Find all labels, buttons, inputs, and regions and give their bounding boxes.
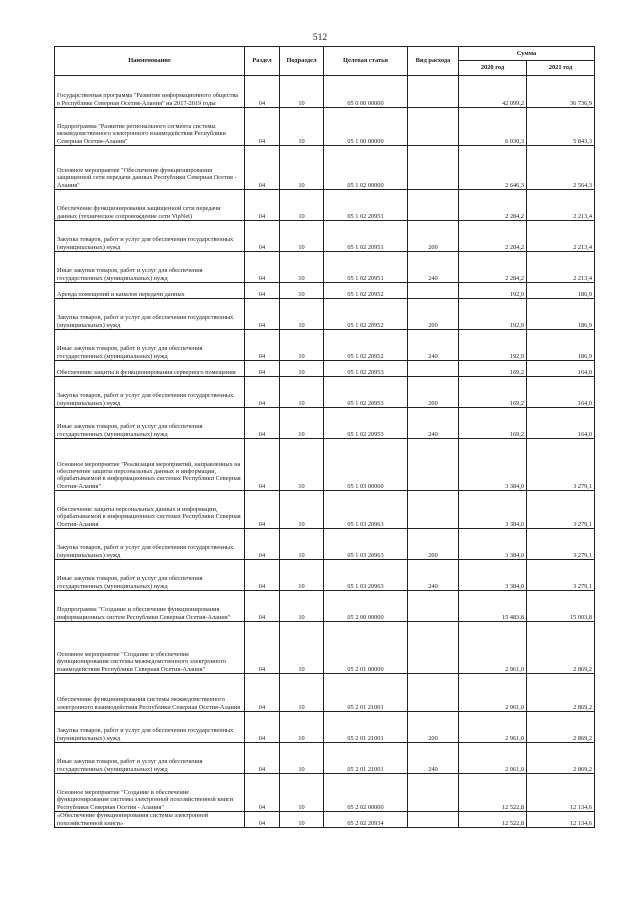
row-section: 04: [245, 361, 280, 377]
table-row: [55, 146, 595, 190]
row-section: 04: [245, 146, 280, 190]
row-amount-2020: 3 384,0: [459, 529, 527, 560]
row-subsection: 10: [280, 560, 324, 591]
row-expense-type: [408, 774, 459, 812]
row-amount-2021: 3 279,1: [527, 560, 595, 591]
row-target-item: 05 0 00 00000: [324, 76, 408, 108]
budget-table: [54, 46, 595, 828]
row-section: 04: [245, 439, 280, 491]
row-section: 04: [245, 591, 280, 622]
row-expense-type: [408, 674, 459, 712]
row-expense-type: 240: [408, 743, 459, 774]
row-amount-2020: 12 522,8: [459, 812, 527, 828]
row-amount-2020: 2 961,0: [459, 622, 527, 674]
row-name: Обеспечение защиты и функционирования серверного помещения: [55, 361, 245, 377]
row-name: Иные закупки товаров, работ и услуг для обеспечения государственных (муниципальных) нужд: [55, 560, 245, 591]
row-amount-2020: 12 522,8: [459, 774, 527, 812]
row-subsection: 10: [280, 76, 324, 108]
row-amount-2021: 36 736,9: [527, 76, 595, 108]
row-section: 04: [245, 252, 280, 283]
row-subsection: 10: [280, 439, 324, 491]
row-subsection: 10: [280, 252, 324, 283]
row-name: Обеспечение функционирования системы межведомственного электронного взаимодействия Республики Северная Осетия-Алания: [55, 674, 245, 712]
table-row: [55, 190, 595, 221]
row-name: Основное мероприятие "Реализация мероприятий, направленных на обеспечение защиты персональных данных и информации, обрабатываемой в информационных системах Республики Северная Осетия-Алания": [55, 439, 245, 491]
table-row: [55, 774, 595, 812]
row-amount-2020: 3 384,0: [459, 560, 527, 591]
table-row: [55, 674, 595, 712]
header-expense-type: Вид расхода: [408, 47, 459, 76]
row-subsection: 10: [280, 299, 324, 330]
row-target-item: 05 1 02 20953: [324, 408, 408, 439]
row-subsection: 10: [280, 529, 324, 560]
row-amount-2021: 186,9: [527, 283, 595, 299]
table-row: [55, 560, 595, 591]
row-name: Основное мероприятие "Создание и обеспечение функционирования системы электронной похозяйственной книги Республики Северная Осетия - Алания": [55, 774, 245, 812]
table-row: [55, 221, 595, 252]
row-amount-2021: 2 213,4: [527, 252, 595, 283]
row-name: Подпрограмма "Создание и обеспечение функционирования информационных систем Республики Северная Осетия-Алания": [55, 591, 245, 622]
row-section: 04: [245, 377, 280, 408]
row-amount-2020: 192,9: [459, 283, 527, 299]
row-expense-type: [408, 439, 459, 491]
table-row: [55, 529, 595, 560]
row-name: Основное мероприятие "Обеспечение функционирования защищенной сети передачи данных Республики Северная Осетия - Алания": [55, 146, 245, 190]
row-subsection: 10: [280, 330, 324, 361]
row-subsection: 10: [280, 146, 324, 190]
row-section: 04: [245, 491, 280, 529]
row-expense-type: [408, 812, 459, 828]
header-year-2021: 2021 год: [527, 61, 595, 76]
header-subsection: Подраздел: [280, 47, 324, 76]
row-amount-2020: 2 961,0: [459, 712, 527, 743]
row-subsection: 10: [280, 674, 324, 712]
row-target-item: 05 1 02 20952: [324, 299, 408, 330]
row-name: Иные закупки товаров, работ и услуг для обеспечения государственных (муниципальных) нужд: [55, 408, 245, 439]
table-row: [55, 108, 595, 146]
table-row: [55, 299, 595, 330]
row-amount-2021: 15 003,8: [527, 591, 595, 622]
row-amount-2020: 2 284,2: [459, 252, 527, 283]
row-target-item: 05 2 00 00000: [324, 591, 408, 622]
row-amount-2020: 2 961,0: [459, 743, 527, 774]
row-target-item: 05 1 02 20952: [324, 330, 408, 361]
table-row: [55, 439, 595, 491]
row-amount-2020: 42 099,2: [459, 76, 527, 108]
row-amount-2021: 12 134,6: [527, 774, 595, 812]
row-amount-2021: 5 843,3: [527, 108, 595, 146]
row-section: 04: [245, 560, 280, 591]
row-target-item: 05 1 02 00000: [324, 146, 408, 190]
row-name: Основное мероприятие "Создание и обеспечение функционирования системы межведомственного электронного взаимодействия Республики Северная Осетия-Алания": [55, 622, 245, 674]
row-subsection: 10: [280, 774, 324, 812]
row-expense-type: [408, 361, 459, 377]
row-target-item: 05 1 03 20963: [324, 529, 408, 560]
row-section: 04: [245, 408, 280, 439]
table-row: [55, 491, 595, 529]
row-target-item: 05 1 02 20951: [324, 221, 408, 252]
row-expense-type: 240: [408, 252, 459, 283]
row-amount-2020: 192,9: [459, 299, 527, 330]
row-name: Обеспечение защиты персональных данных и информации, обрабатываемой в информационных системах Республики Северная Осетия-Алания: [55, 491, 245, 529]
row-subsection: 10: [280, 190, 324, 221]
row-section: 04: [245, 812, 280, 828]
header-target-item: Целевая статья: [324, 47, 408, 76]
row-amount-2021: 12 134,6: [527, 812, 595, 828]
row-amount-2021: 3 279,1: [527, 529, 595, 560]
row-section: 04: [245, 330, 280, 361]
table-row: [55, 377, 595, 408]
row-expense-type: [408, 491, 459, 529]
row-name: Закупка товаров, работ и услуг для обеспечения государственных (муниципальных) нужд: [55, 529, 245, 560]
row-section: 04: [245, 529, 280, 560]
row-expense-type: [408, 622, 459, 674]
row-section: 04: [245, 190, 280, 221]
row-expense-type: 240: [408, 408, 459, 439]
row-subsection: 10: [280, 283, 324, 299]
row-subsection: 10: [280, 108, 324, 146]
row-subsection: 10: [280, 377, 324, 408]
row-name: Закупка товаров, работ и услуг для обеспечения государственных (муниципальных) нужд: [55, 299, 245, 330]
row-section: 04: [245, 283, 280, 299]
row-section: 04: [245, 712, 280, 743]
row-section: 04: [245, 299, 280, 330]
table-body: [55, 76, 595, 828]
row-amount-2021: 2 869,2: [527, 622, 595, 674]
row-amount-2020: 2 646,3: [459, 146, 527, 190]
row-amount-2020: 2 284,2: [459, 190, 527, 221]
row-expense-type: 200: [408, 221, 459, 252]
row-expense-type: [408, 591, 459, 622]
row-amount-2020: 169,2: [459, 377, 527, 408]
row-expense-type: [408, 283, 459, 299]
row-expense-type: [408, 190, 459, 221]
row-amount-2020: 2 961,0: [459, 674, 527, 712]
row-subsection: 10: [280, 361, 324, 377]
table-row: [55, 622, 595, 674]
table-row: [55, 591, 595, 622]
row-section: 04: [245, 221, 280, 252]
row-amount-2021: 2 564,3: [527, 146, 595, 190]
row-target-item: 05 2 01 21001: [324, 712, 408, 743]
row-expense-type: [408, 146, 459, 190]
row-target-item: 05 1 02 20951: [324, 252, 408, 283]
row-subsection: 10: [280, 622, 324, 674]
row-amount-2020: 3 384,0: [459, 491, 527, 529]
row-amount-2021: 2 213,4: [527, 190, 595, 221]
row-amount-2021: 186,9: [527, 299, 595, 330]
table-row: [55, 812, 595, 828]
row-subsection: 10: [280, 408, 324, 439]
row-name: Аренда помещений и каналов передачи данных: [55, 283, 245, 299]
row-target-item: 05 1 03 00000: [324, 439, 408, 491]
header-amount: Сумма: [459, 47, 595, 61]
row-target-item: 05 1 02 20952: [324, 283, 408, 299]
row-amount-2020: 192,9: [459, 330, 527, 361]
row-target-item: 05 2 02 00000: [324, 774, 408, 812]
header-year-2020: 2020 год: [459, 61, 527, 76]
table-row: [55, 283, 595, 299]
row-target-item: 05 2 01 00000: [324, 622, 408, 674]
row-expense-type: 240: [408, 330, 459, 361]
row-amount-2020: 6 030,3: [459, 108, 527, 146]
row-amount-2021: 3 279,1: [527, 439, 595, 491]
row-name: Подпрограмма "Развитие регионального сегмента системы межведомственного электронного взаимодействия Республики Северная Осетия-Алания": [55, 108, 245, 146]
row-subsection: 10: [280, 591, 324, 622]
row-name: Закупка товаров, работ и услуг для обеспечения государственных (муниципальных) нужд: [55, 377, 245, 408]
row-expense-type: [408, 76, 459, 108]
header-name: Наименование: [55, 47, 245, 76]
row-amount-2021: 3 279,1: [527, 491, 595, 529]
row-amount-2021: 2 869,2: [527, 743, 595, 774]
row-name: Иные закупки товаров, работ и услуг для обеспечения государственных (муниципальных) нужд: [55, 743, 245, 774]
row-target-item: 05 1 00 00000: [324, 108, 408, 146]
row-name: Иные закупки товаров, работ и услуг для обеспечения государственных (муниципальных) нужд: [55, 330, 245, 361]
table-row: [55, 408, 595, 439]
row-target-item: 05 1 02 20953: [324, 377, 408, 408]
row-section: 04: [245, 108, 280, 146]
row-amount-2020: 15 483,8: [459, 591, 527, 622]
row-name: Закупка товаров, работ и услуг для обеспечения государственных (муниципальных) нужд: [55, 221, 245, 252]
header-section: Раздел: [245, 47, 280, 76]
row-expense-type: 200: [408, 299, 459, 330]
row-amount-2020: 3 384,0: [459, 439, 527, 491]
row-amount-2021: 164,0: [527, 361, 595, 377]
row-amount-2021: 186,9: [527, 330, 595, 361]
row-amount-2021: 2 869,2: [527, 674, 595, 712]
row-expense-type: 200: [408, 529, 459, 560]
row-subsection: 10: [280, 743, 324, 774]
row-target-item: 05 2 01 21001: [324, 674, 408, 712]
table-row: [55, 76, 595, 108]
row-subsection: 10: [280, 491, 324, 529]
row-amount-2020: 169,2: [459, 408, 527, 439]
table-row: [55, 712, 595, 743]
row-name: Закупка товаров, работ и услуг для обеспечения государственных (муниципальных) нужд: [55, 712, 245, 743]
row-section: 04: [245, 743, 280, 774]
row-name: Обеспечение функционирования защищенной сети передачи данных (техническое сопровождение сети VipNet): [55, 190, 245, 221]
row-section: 04: [245, 76, 280, 108]
row-expense-type: 200: [408, 712, 459, 743]
row-subsection: 10: [280, 712, 324, 743]
row-subsection: 10: [280, 221, 324, 252]
row-name: Государственная программа "Развитие информационного общества в Республике Северная Осетия-Алания" на 2017-2019 годы: [55, 76, 245, 108]
row-expense-type: 200: [408, 377, 459, 408]
row-target-item: 05 1 02 20951: [324, 190, 408, 221]
row-name: Иные закупки товаров, работ и услуг для обеспечения государственных (муниципальных) нужд: [55, 252, 245, 283]
row-subsection: 10: [280, 812, 324, 828]
row-target-item: 05 1 03 20963: [324, 560, 408, 591]
page-number: 512: [312, 33, 328, 43]
row-name: «Обеспечение функционирования системы электронной похозяйственной книги»: [55, 812, 245, 828]
table-row: [55, 361, 595, 377]
row-amount-2021: 164,0: [527, 377, 595, 408]
row-section: 04: [245, 774, 280, 812]
row-expense-type: 240: [408, 560, 459, 591]
table-row: [55, 330, 595, 361]
row-amount-2021: 2 869,2: [527, 712, 595, 743]
row-target-item: 05 1 03 20963: [324, 491, 408, 529]
row-section: 04: [245, 674, 280, 712]
row-amount-2021: 2 213,4: [527, 221, 595, 252]
row-expense-type: [408, 108, 459, 146]
row-amount-2020: 2 284,2: [459, 221, 527, 252]
table-row: [55, 743, 595, 774]
row-amount-2021: 164,0: [527, 408, 595, 439]
row-target-item: 05 2 01 21001: [324, 743, 408, 774]
row-section: 04: [245, 622, 280, 674]
row-amount-2020: 169,2: [459, 361, 527, 377]
row-target-item: 05 2 02 20934: [324, 812, 408, 828]
table-row: [55, 252, 595, 283]
row-target-item: 05 1 02 20953: [324, 361, 408, 377]
